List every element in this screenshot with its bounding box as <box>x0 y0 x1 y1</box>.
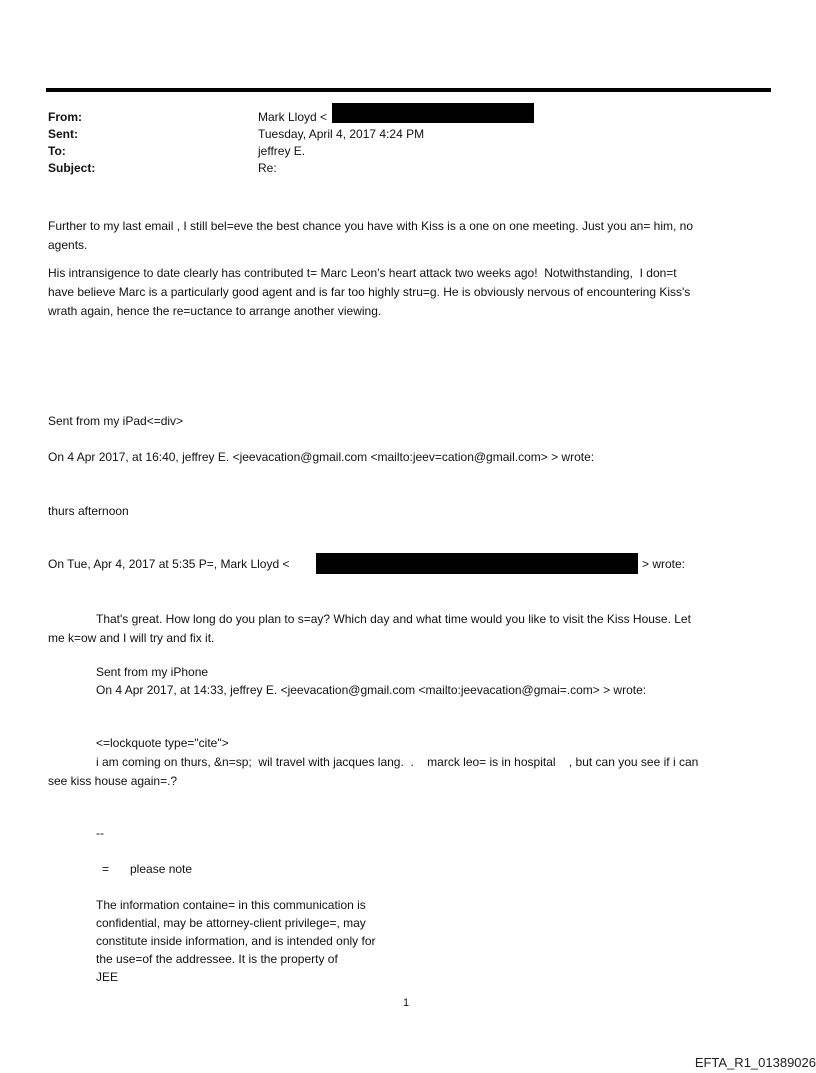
redaction-from-email <box>332 103 534 123</box>
body-paragraph-1-line: Further to my last email , I still bel=eve the best chance you have with Kiss is a one on one meeting. Just you an= him, no <box>48 219 694 233</box>
signature-dashes: -- <box>96 826 104 840</box>
signature-eq: = <box>102 862 110 876</box>
from-label: From: <box>48 110 82 124</box>
sent-value: Tuesday, April 4, 2017 4:24 PM <box>258 127 425 141</box>
quote3-body-line: see kiss house again=.? <box>48 774 178 788</box>
sent-from-iphone: Sent from my iPhone <box>96 665 209 679</box>
disclaimer-line: confidential, may be attorney-client privilege=, may <box>96 916 366 930</box>
redaction-quote2-email <box>316 553 638 574</box>
body-paragraph-2-line: wrath again, hence the re=uctance to arrange another viewing. <box>48 304 382 318</box>
quote1-header: On 4 Apr 2017, at 16:40, jeffrey E. <jeevacation@gmail.com <mailto:jeev=cation@gmail.com> > wrote: <box>48 450 595 464</box>
sent-label: Sent: <box>48 127 78 141</box>
subject-value: Re: <box>258 161 277 175</box>
document-id: EFTA_R1_01389026 <box>694 1055 816 1070</box>
body-paragraph-2-line: have believe Marc is a particularly good agent and is far too highly stru=g. He is obviously nervous of encountering Kiss's <box>48 285 691 299</box>
page-number: 1 <box>403 997 410 1009</box>
quote2-body-line: That's great. How long do you plan to s=ay? Which day and what time would you like to visit the Kiss House. Let <box>96 612 691 626</box>
body-paragraph-1-line: agents. <box>48 238 88 252</box>
quote1-body: thurs afternoon <box>48 504 129 518</box>
to-value: jeffrey E. <box>258 144 306 158</box>
from-value: Mark Lloyd < <box>258 110 328 124</box>
quote2-header-prefix: On Tue, Apr 4, 2017 at 5:35 P=, Mark Lloyd < <box>48 557 290 571</box>
quote2-body-line: me k=ow and I will try and fix it. <box>48 631 215 645</box>
header-rule <box>46 88 771 92</box>
sent-from-ipad: Sent from my iPad<=div> <box>48 414 184 428</box>
signature-note: please note <box>130 862 193 876</box>
disclaimer-line: the use=of the addressee. It is the property of <box>96 952 338 966</box>
subject-label: Subject: <box>48 161 96 175</box>
quote2-header-suffix: > wrote: <box>642 557 686 571</box>
disclaimer-line: constitute inside information, and is intended only for <box>96 934 376 948</box>
body-paragraph-2-line: His intransigence to date clearly has contributed t= Marc Leon's heart attack two weeks ago! Notwithstanding, I don=t <box>48 266 677 280</box>
disclaimer-line: JEE <box>96 970 119 984</box>
to-label: To: <box>48 144 66 158</box>
quote3-body-line: i am coming on thurs, &n=sp; wil travel with jacques lang. . marck leo= is in hospital , but can you see if i can <box>96 755 699 769</box>
quote3-header: On 4 Apr 2017, at 14:33, jeffrey E. <jeevacation@gmail.com <mailto:jeevacation@gmai=.com> > wrote: <box>96 683 647 697</box>
blockquote-tag: <=lockquote type="cite"> <box>96 736 229 750</box>
disclaimer-line: The information containe= in this communication is <box>96 898 366 912</box>
